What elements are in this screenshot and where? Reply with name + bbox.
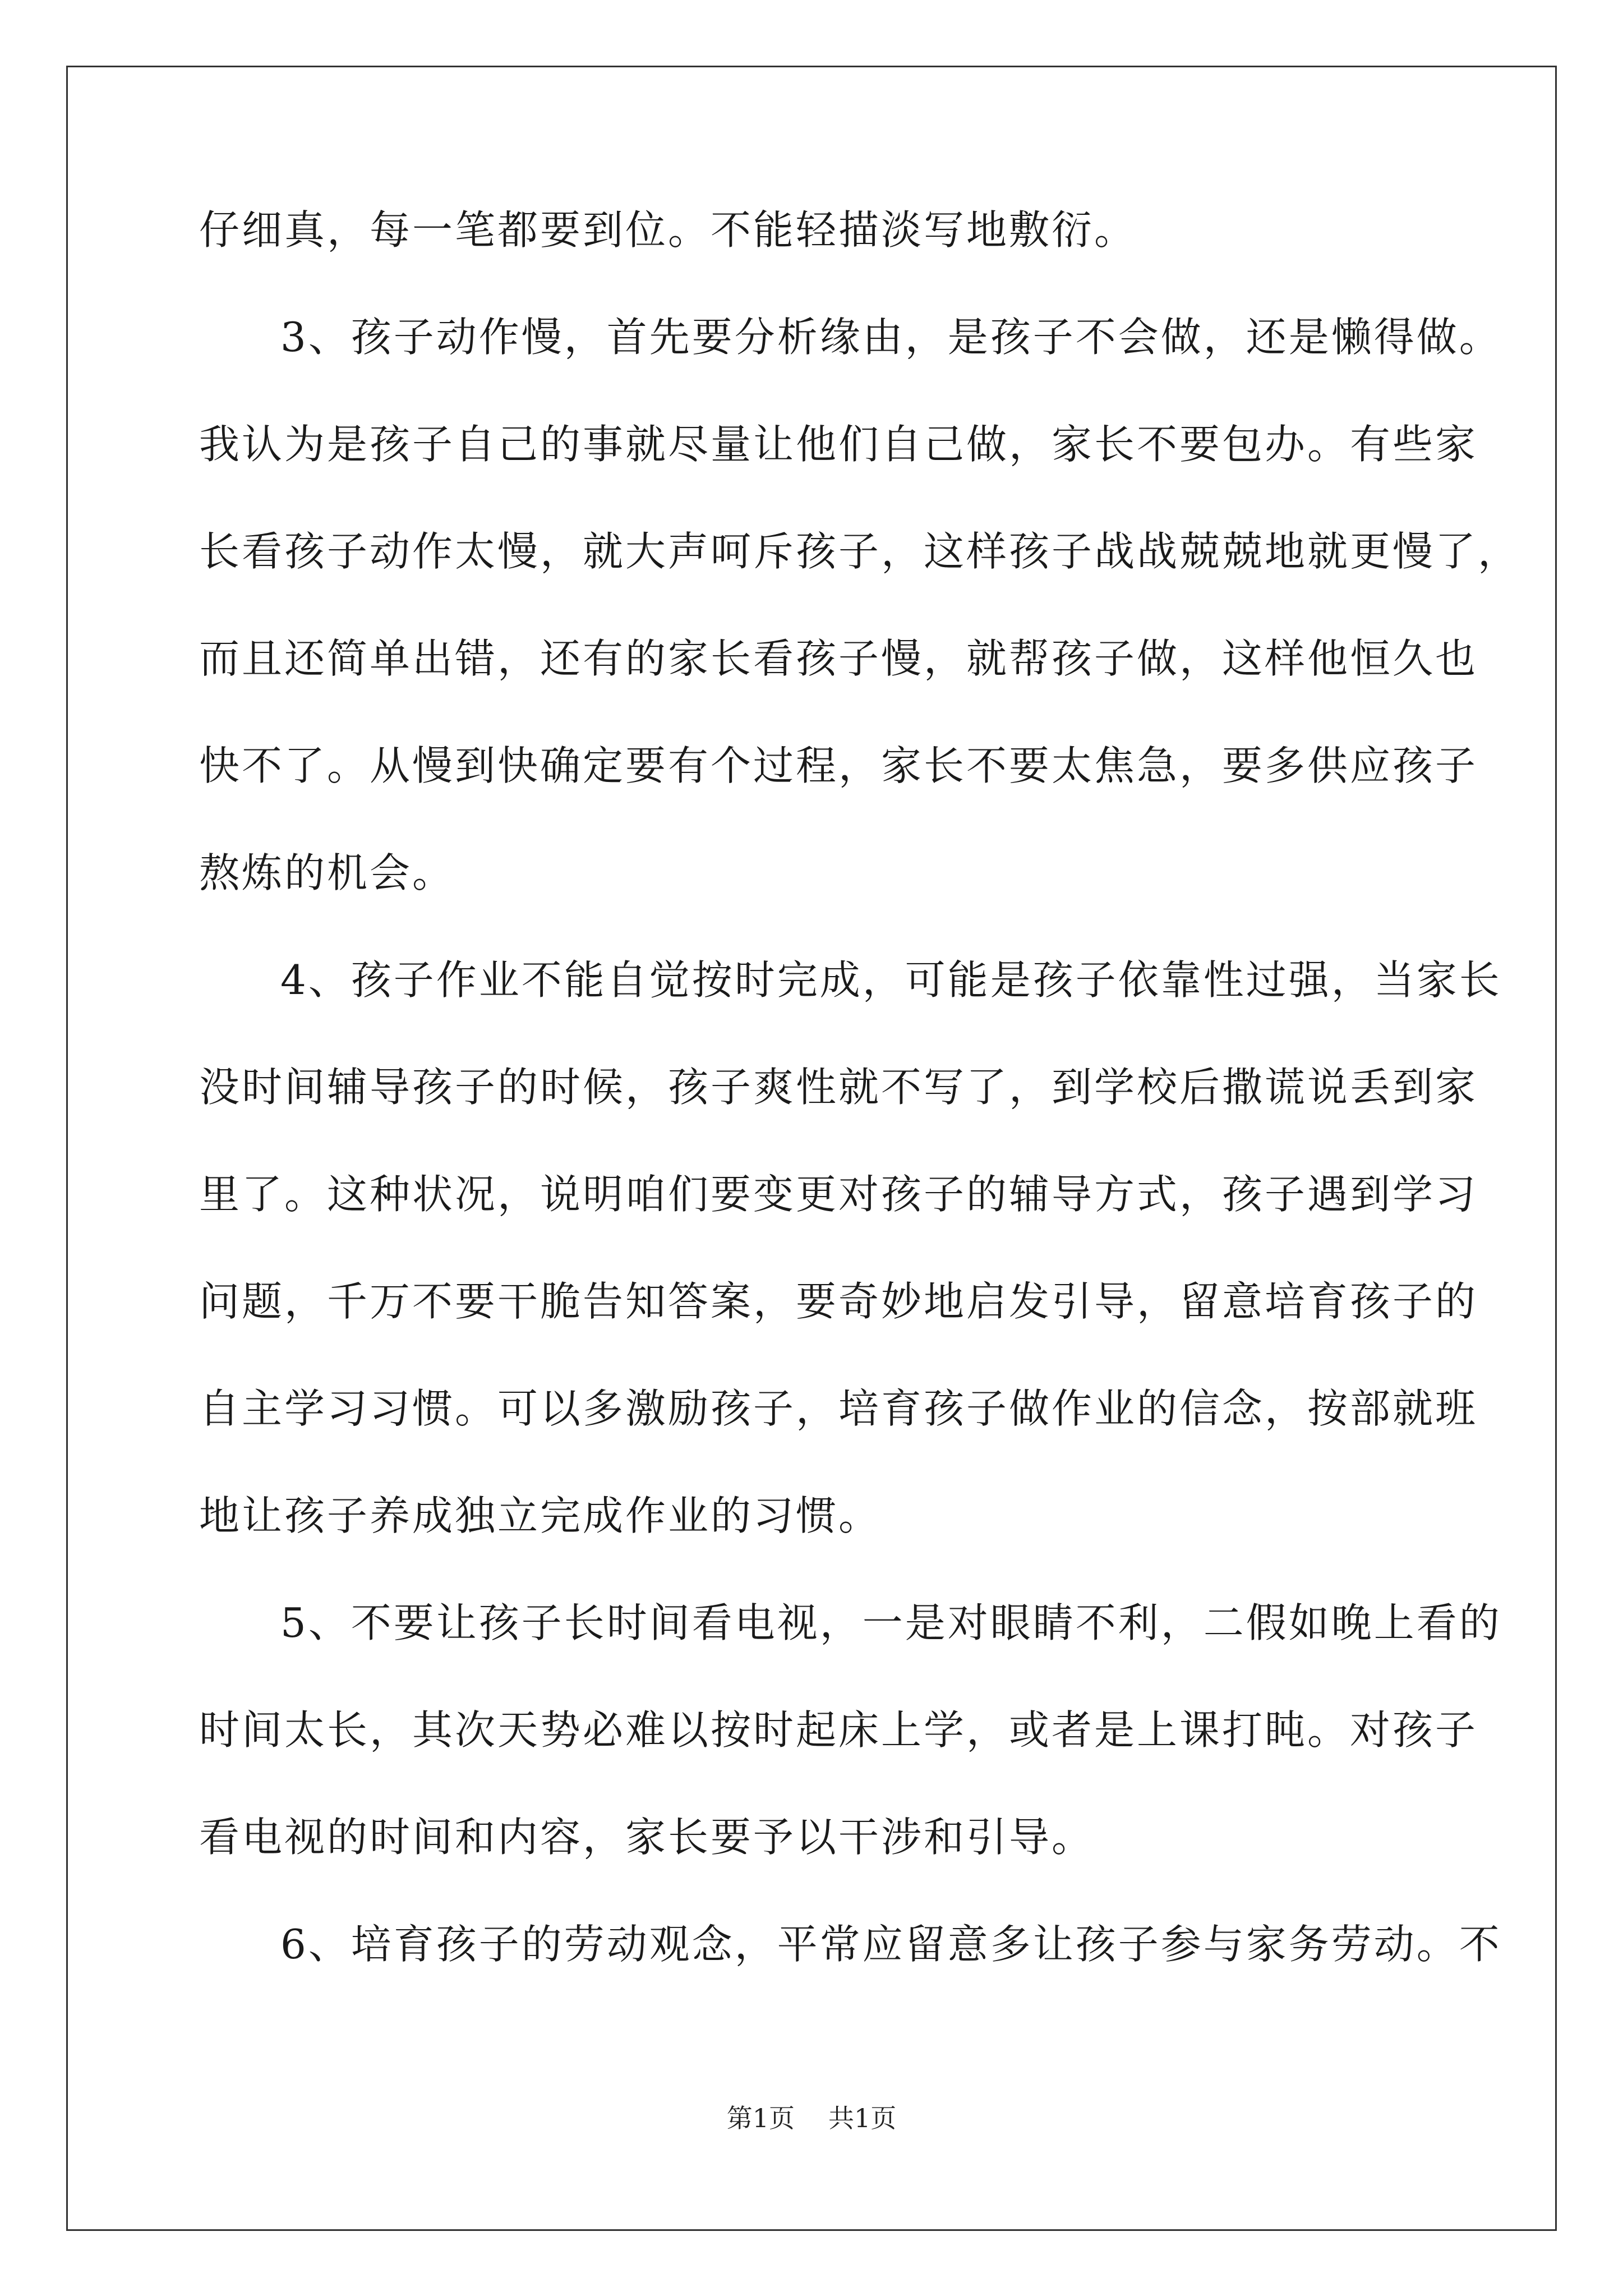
document-body [199, 202, 1521, 2023]
text-line-15: 时间太长，其次天势必难以按时起床上学，或者是上课打盹。对孩子 [199, 1706, 1478, 1754]
text-line-1: 仔细真，每一笔都要到位。不能轻描淡写地敷衍。 [199, 206, 1137, 254]
text-line-11: 问题，千万不要干脆告知答案，要奇妙地启发引导，留意培育孩子的 [199, 1278, 1478, 1325]
text-line-6: 快不了。从慢到快确定要有个过程，家长不要太焦急，要多供应孩子 [199, 742, 1478, 789]
text-line-8: 4、孩子作业不能自觉按时完成，可能是孩子依靠性过强，当家长 [280, 956, 1502, 1004]
page-footer [0, 2098, 1623, 2135]
text-line-12: 自主学习习惯。可以多激励孩子，培育孩子做作业的信念，按部就班 [199, 1385, 1478, 1432]
page-total: 共1页 [828, 2103, 897, 2133]
text-line-10: 里了。这种状况，说明咱们要变更对孩子的辅导方式，孩子遇到学习 [199, 1171, 1478, 1218]
page-number: 第1页 [726, 2103, 795, 2133]
text-line-17: 6、培育孩子的劳动观念，平常应留意多让孩子参与家务劳动。不 [280, 1921, 1502, 1968]
text-line-16: 看电视的时间和内容，家长要予以干涉和引导。 [199, 1814, 1095, 1861]
text-line-7: 熬炼的机会。 [199, 849, 455, 896]
text-line-13: 地让孩子养成独立完成作业的习惯。 [199, 1492, 882, 1539]
text-line-5: 而且还简单出错，还有的家长看孩子慢，就帮孩子做，这样他恒久也 [199, 635, 1478, 682]
text-line-9: 没时间辅导孩子的时候，孩子爽性就不写了，到学校后撒谎说丢到家 [199, 1064, 1478, 1111]
text-line-3: 我认为是孩子自己的事就尽量让他们自己做，家长不要包办。有些家 [199, 421, 1478, 468]
text-line-4: 长看孩子动作太慢，就大声呵斥孩子，这样孩子战战兢兢地就更慢了， [199, 528, 1521, 575]
text-line-2: 3、孩子动作慢，首先要分析缘由，是孩子不会做，还是懒得做。 [280, 314, 1502, 361]
text-line-14: 5、不要让孩子长时间看电视，一是对眼睛不利，二假如晚上看的 [280, 1599, 1502, 1646]
